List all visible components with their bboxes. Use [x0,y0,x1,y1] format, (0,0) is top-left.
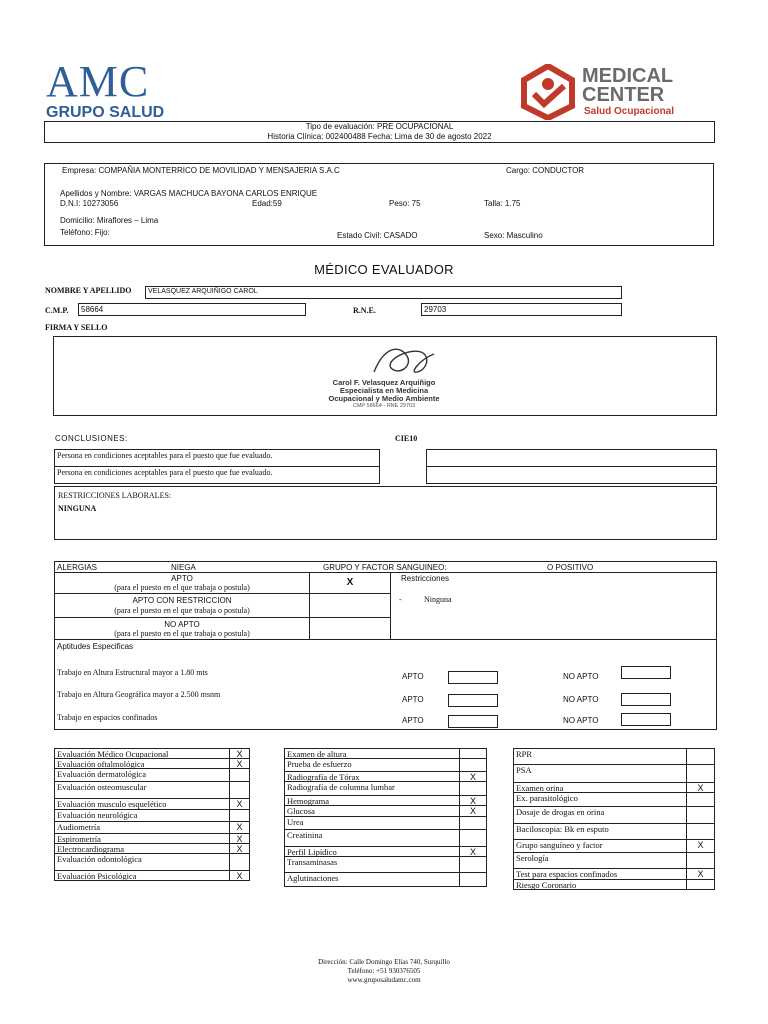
telefono: Teléfono: Fijo: [60,228,110,237]
evaluation-mark [459,829,487,847]
evaluation-label: Radiografía de Tórax [284,771,460,782]
restricciones-cell-value: Ninguna [424,595,452,604]
evaluation-label: Glucosa [284,805,460,817]
footer-web: www.gruposaludamc.com [347,976,421,984]
evaluation-label: Urea [284,816,460,830]
no-apto-mark-cell [309,617,391,640]
evaluation-mark [686,852,715,869]
evaluation-mark [459,781,487,796]
evaluation-label: Evaluación dermatológica [54,768,230,782]
conclusion-row-1-text: Persona en condiciones aceptables para el puesto que fue evaluado. [57,451,273,460]
restricciones-label: RESTRICCIONES LABORALES: [58,491,172,500]
evaluation-label: Evaluación Médico Ocupacional [54,748,230,759]
amc-logo-sub: GRUPO SALUD [46,104,165,121]
evaluation-label: Grupo sanguíneo y factor [513,839,687,853]
medical-center-line3: Salud Ocupacional [584,106,675,117]
evaluation-mark: X [686,868,715,880]
cie-row-2 [426,466,717,484]
peso: Peso: 75 [389,199,421,208]
evaluation-label: Evaluación neurológica [54,809,230,822]
evaluation-label: Test para espacios confinados [513,868,687,880]
evaluation-mark: X [459,795,487,806]
aptitud-item-2-noapto-box[interactable] [621,693,671,706]
rne-value [421,303,622,316]
evaluation-label: Examen de altura [284,748,460,759]
evaluation-mark: X [229,821,250,834]
aptitud-item-1-noapto-box[interactable] [621,666,671,679]
medical-center-logo [520,64,690,120]
nombre-value-text: VELASQUEZ ARQUIÑIGO CAROL [148,288,258,295]
amc-logo-main: AMC [46,57,150,106]
medical-center-line2: CENTER [582,84,665,106]
aptitud-item-1-apto-label: APTO [402,672,424,681]
nombre-label: NOMBRE Y APELLIDO [45,286,132,295]
evaluation-label: Transaminasas [284,856,460,873]
eval-history: Historia Clínica: 002400488 Fecha: Lima de 30 de agosto 2022 [267,132,492,141]
evaluation-label: Hemograma [284,795,460,806]
evaluation-mark: X [459,846,487,857]
no-apto-note: (para el puesto en el que trabaja o postula) [114,629,250,638]
restricciones-cell [390,572,717,640]
evaluation-label: RPR [513,748,687,765]
evaluation-label: Baciloscopia: Bk en esputo [513,823,687,840]
evaluation-mark: X [459,771,487,782]
aptitud-item-3: Trabajo en espacios confinados [57,713,158,722]
apto-label: APTO [171,574,193,583]
evaluation-mark: X [229,870,250,881]
firma-label: FIRMA Y SELLO [45,323,108,332]
aptitud-item-2-apto-box[interactable] [448,694,498,707]
apto-con-row [54,593,310,618]
aptitud-item-1: Trabajo en Altura Estructural mayor a 1.80 mts [57,668,208,677]
evaluation-label: Creatinina [284,829,460,847]
evaluation-mark [229,781,250,799]
medical-center-emblem-icon [520,64,576,120]
rne-label: R.N.E. [353,306,376,315]
evaluation-mark [459,758,487,772]
cmp-value-text: 58664 [81,305,104,314]
aptitud-item-1-apto-box[interactable] [448,671,498,684]
eval-info-box [44,121,715,143]
evaluation-mark [459,816,487,830]
apto-con-note: (para el puesto en el que trabaja o postula) [114,606,250,615]
evaluation-mark [686,823,715,840]
apto-con-mark-cell [309,593,391,618]
signature-scribble-icon [369,342,439,382]
aptitud-item-3-noapto-box[interactable] [621,713,671,726]
cie-label: CIE10 [395,434,418,443]
evaluation-mark: X [459,805,487,817]
evaluation-label: Ex. parasitológico [513,792,687,807]
cie-row-1 [426,449,717,467]
evaluation-mark: X [229,748,250,759]
estado-civil: Estado Civil: CASADO [337,231,418,240]
evaluation-mark: X [229,843,250,854]
evaluation-label: Evaluación osteomuscular [54,781,230,799]
evaluation-mark: X [229,798,250,810]
evaluation-mark [459,872,487,887]
evaluation-label: Examen orina [513,782,687,793]
evaluation-mark [686,748,715,765]
dni: D.N.I: 10273056 [60,199,119,208]
empresa: Empresa: COMPAÑIA MONTERRICO DE MOVILIDAD Y MENSAJERIA S.A.C [62,166,340,175]
medico-title: MÉDICO EVALUADOR [314,262,454,277]
evaluation-mark [229,853,250,871]
medical-center-line1: MEDICAL [582,65,674,87]
conclusion-row-2-text: Persona en condiciones aceptables para el puesto que fue evaluado. [57,468,273,477]
evaluation-label: Evaluación Psicológica [54,870,230,881]
apto-note: (para el puesto en el que trabaja o postula) [114,583,250,592]
evaluation-label: Evaluación odontológica [54,853,230,871]
grupo-value: O POSITIVO [547,563,594,572]
footer-phone: Teléfono: +51 930376505 [347,967,421,975]
alergias-label: ALERGIAS [57,563,98,572]
cargo: Cargo: CONDUCTOR [506,166,585,175]
apto-con-label: APTO CON RESTRICCION [132,596,232,605]
evaluation-mark [686,806,715,824]
aptitud-item-1-noapto-label: NO APTO [563,672,599,681]
patient-box [44,163,714,246]
aptitudes-especificas-box [54,639,717,730]
aptitud-item-2: Trabajo en Altura Geográfica mayor a 2.500 msnm [57,690,221,699]
no-apto-row [54,617,310,640]
stamp-line1: Carol F. Velasquez Arquiñigo [332,378,436,387]
rne-value-text: 29703 [424,305,447,314]
conclusion-row-1 [54,449,380,467]
evaluation-mark: X [229,758,250,769]
nombre-value [145,286,622,299]
evaluation-label: Riesgo Coronario [513,879,687,890]
aptitud-item-3-apto-box[interactable] [448,715,498,728]
alergias-value: NIEGA [171,563,196,572]
restricciones-dash: - [399,595,402,604]
amc-logo [46,57,176,122]
stamp-line3: Ocupacional y Medio Ambiente [328,394,440,403]
apto-mark-cell [309,572,391,594]
evaluation-label: Radiografía de columna lumbar [284,781,460,796]
restricciones-box [54,486,717,540]
signature-box [53,336,717,416]
restricciones-cell-label: Restricciones [401,574,450,583]
aptitud-item-3-noapto-label: NO APTO [563,716,599,725]
talla: Talla: 1.75 [484,199,521,208]
evaluation-label: Serología [513,852,687,869]
evaluation-mark: X [686,839,715,853]
evaluation-label: Dosaje de drogas en orina [513,806,687,824]
sexo: Sexo: Masculino [484,231,543,240]
conclusiones-label: CONCLUSIONES: [55,434,128,443]
evaluation-mark [686,879,715,890]
evaluation-mark: X [229,833,250,844]
evaluation-label: Espirometría [54,833,230,844]
evaluation-mark [686,764,715,783]
conclusion-row-2 [54,466,380,484]
evaluation-label: Perfil Lipídico [284,846,460,857]
footer-address: Dirección: Calle Domingo Elías 740, Surquillo [318,958,450,966]
restricciones-value: NINGUNA [58,504,97,513]
domicilio: Domicilio: Miraflores – Lima [60,216,159,225]
evaluation-mark [686,792,715,807]
aptitud-item-3-apto-label: APTO [402,716,424,725]
no-apto-label: NO APTO [164,620,200,629]
apto-mark: X [346,577,354,588]
aptitudes-title: Aptitudes Especificas [57,642,134,651]
evaluation-label: Prueba de esfuerzo [284,758,460,772]
evaluation-mark [459,856,487,873]
aptitud-item-2-apto-label: APTO [402,695,424,704]
evaluation-mark: X [686,782,715,793]
cmp-value [78,303,306,316]
stamp-line2: Especialista en Medicina [339,386,429,395]
cmp-label: C.M.P. [45,306,69,315]
patient-name: Apellidos y Nombre: VARGAS MACHUCA BAYONA CARLOS ENRIQUE [60,189,318,198]
stamp-line4: CMP 58664 - RNE 29703 [352,403,416,409]
evaluation-label: Audiometría [54,821,230,834]
evaluation-label: Electrocardiograma [54,843,230,854]
grupo-label: GRUPO Y FACTOR SANGUINEO: [323,563,447,572]
eval-type: Tipo de evaluación: PRE OCUPACIONAL [305,122,454,131]
aptitud-item-2-noapto-label: NO APTO [563,695,599,704]
evaluation-mark [229,768,250,782]
evaluation-label: PSA [513,764,687,783]
apto-row [54,572,310,594]
evaluation-label: Evaluación oftalmológica [54,758,230,769]
edad: Edad:59 [252,199,282,208]
evaluation-label: Evaluación musculo esquelético [54,798,230,810]
evaluation-label: Aglutinaciones [284,872,460,887]
